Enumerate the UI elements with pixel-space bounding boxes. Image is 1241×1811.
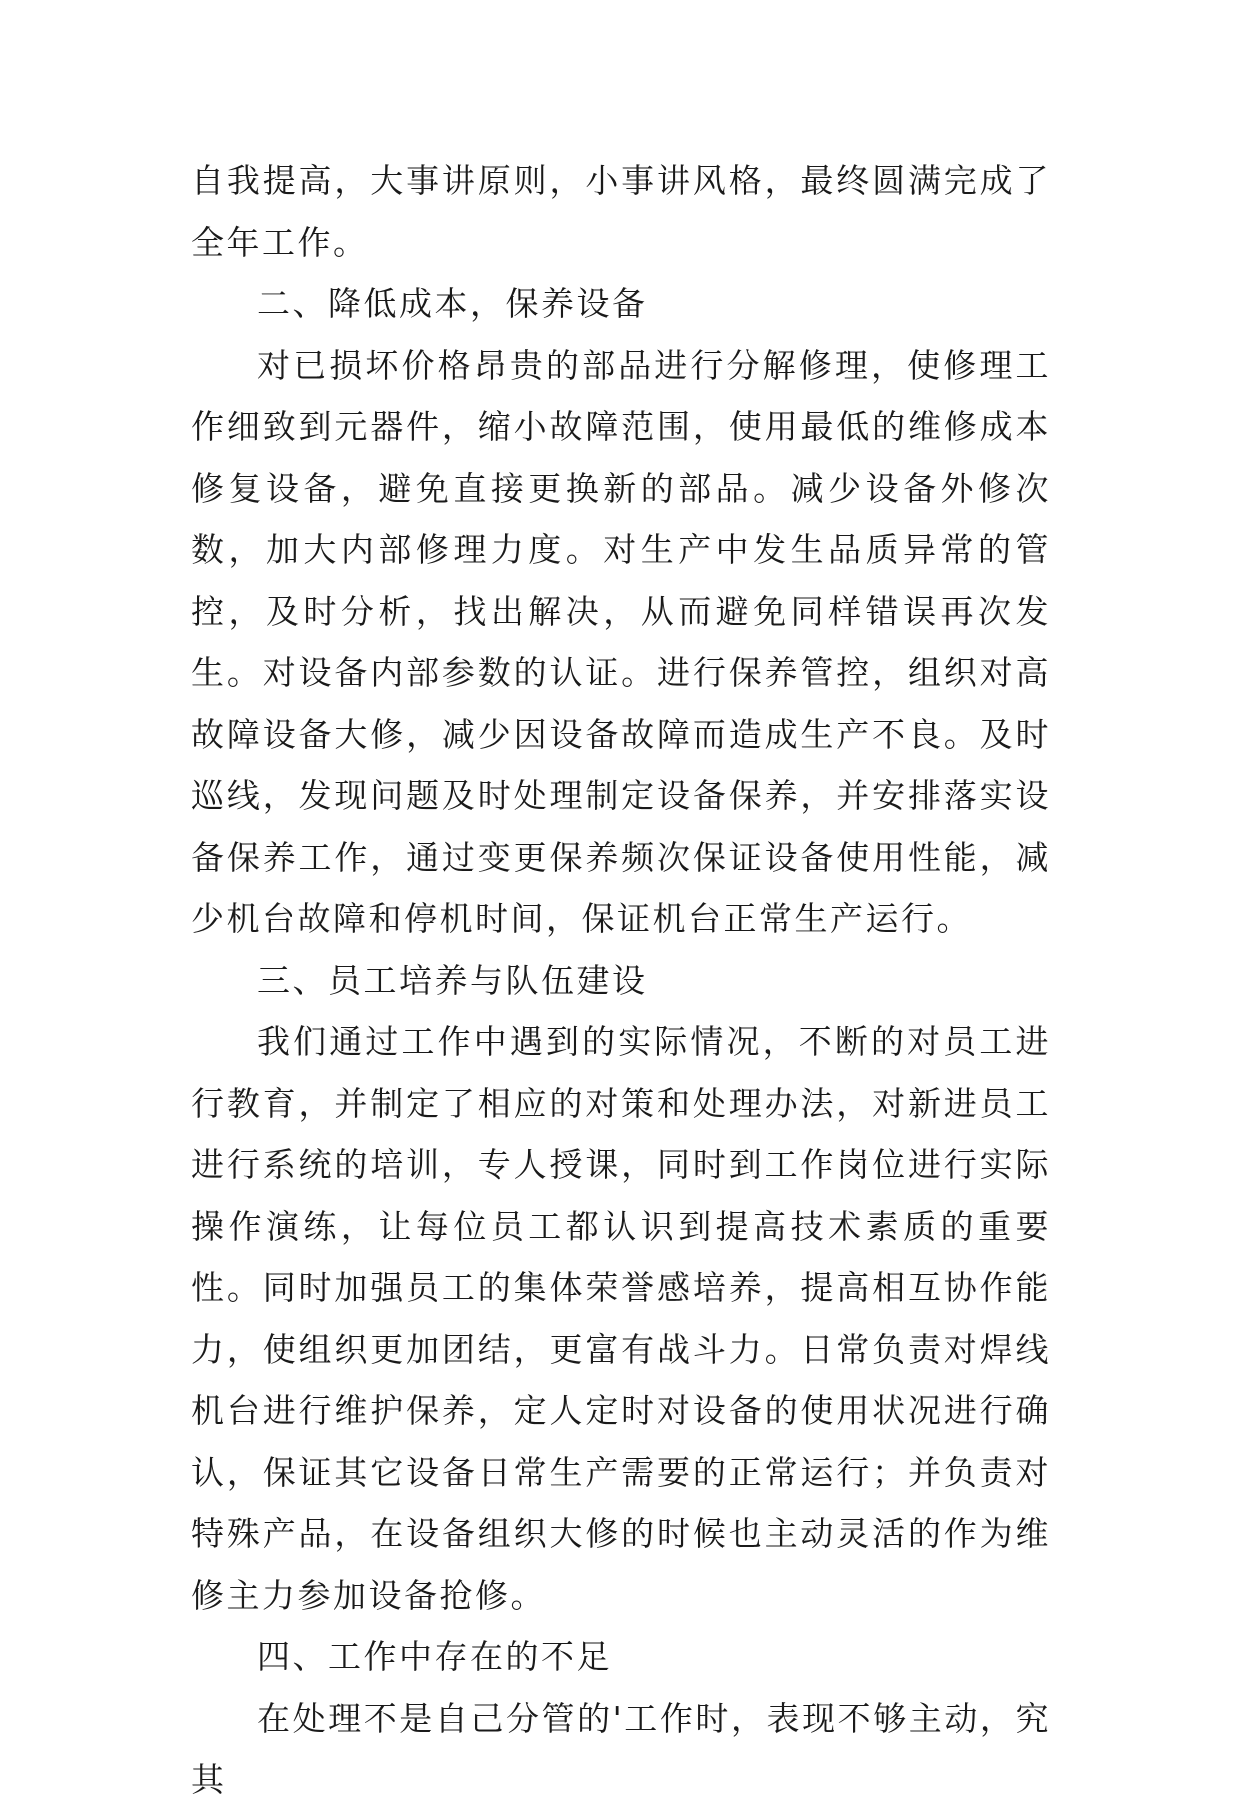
paragraph-cost-reduction: 对已损坏价格昂贵的部品进行分解修理，使修理工作细致到元器件，缩小故障范围，使用最低的维修成本修复设备，避免直接更换新的部品。减少设备外修次数，加大内部修理力度。对生产中发生品质异常的管控，及时分析，找出解决，从而避免同样错误再次发生。对设备内部参数的认证。进行保养管控，组织对高故障设备大修，减少因设备故障而造成生产不良。及时巡线，发现问题及时处理制定设备保养，并安排落实设备保养工作，通过变更保养频次保证设备使用性能，减少机台故障和停机时间，保证机台正常生产运行。 (191, 345, 1051, 938)
document-body (191, 150, 1051, 1811)
paragraph-continuation: 自我提高，大事讲原则，小事讲风格，最终圆满完成了全年工作。 (191, 161, 1051, 262)
paragraph-staff-training: 我们通过工作中遇到的实际情况，不断的对员工进行教育，并制定了相应的对策和处理办法，对新进员工进行系统的培训，专人授课，同时到工作岗位进行实际操作演练，让每位员工都认识到提高技术素质的重要性。同时加强员工的集体荣誉感培养，提高相互协作能力，使组织更加团结，更富有战斗力。日常负责对焊线机台进行维护保养，定人定时对设备的使用状况进行确认，保证其它设备日常生产需要的正常运行；并负责对特殊产品，在设备组织大修的时候也主动灵活的作为维修主力参加设备抢修。 (191, 1022, 1051, 1615)
section-heading-staff-training: 三、员工培养与队伍建设 (257, 960, 648, 1000)
section-heading-cost-reduction: 二、降低成本，保养设备 (257, 284, 648, 323)
paragraph-shortcomings: 在处理不是自己分管的'工作时，表现不够主动，究其 (191, 1698, 1051, 1799)
section-heading-shortcomings: 四、工作中存在的不足 (257, 1637, 612, 1676)
